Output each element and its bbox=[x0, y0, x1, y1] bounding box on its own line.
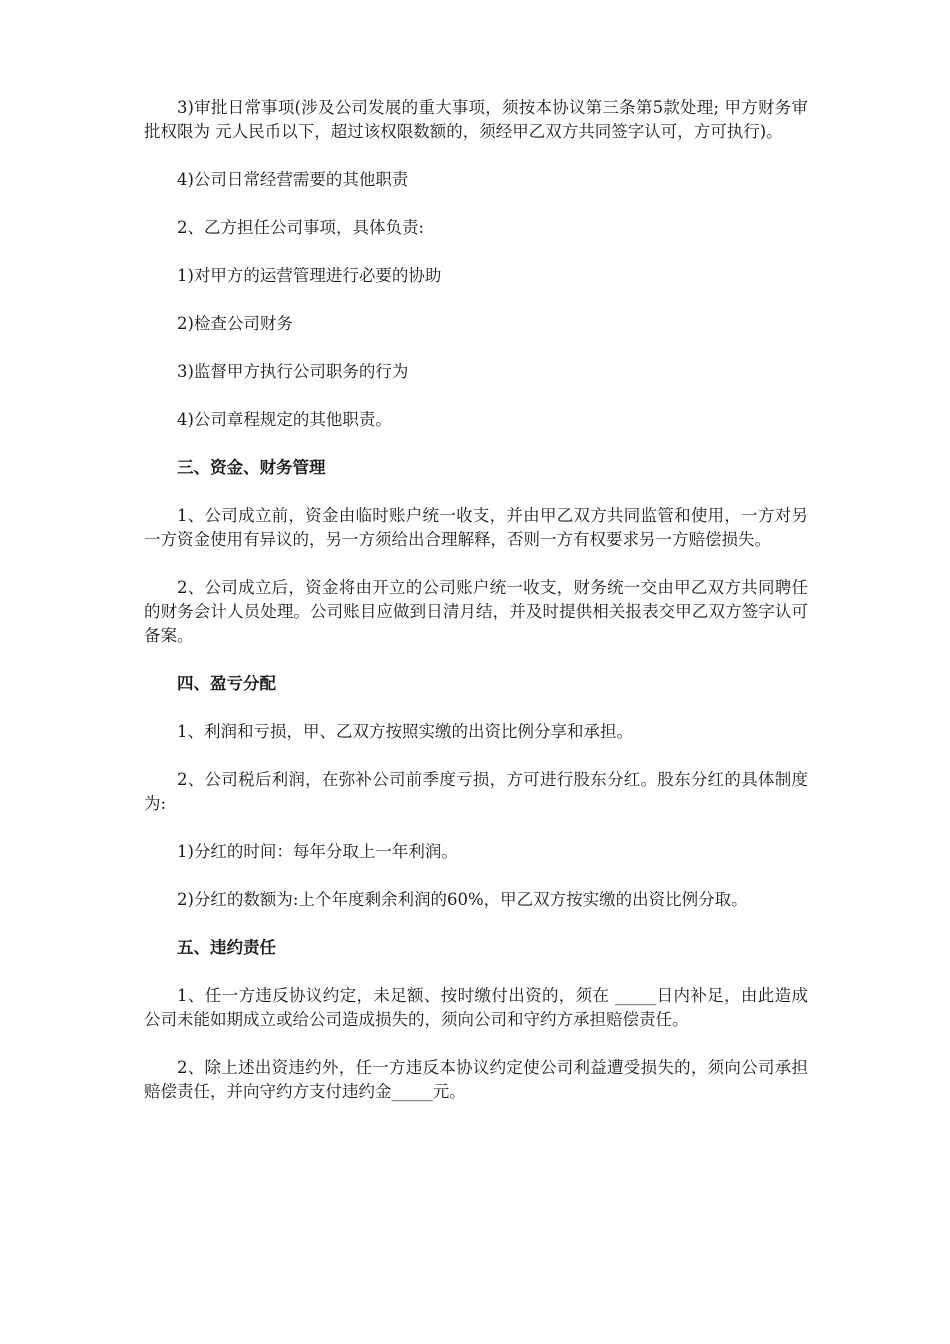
clause-paragraph: 2、乙方担任公司事项，具体负责: bbox=[177, 218, 425, 237]
clause-paragraph: 4)公司日常经营需要的其他职责 bbox=[177, 170, 409, 189]
clause-paragraph: 2、除上述出资违约外，任一方违反本协议约定使公司利益遭受损失的，须向公司承担赔偿责任，并向守约方支付违约金_____元。 bbox=[144, 1058, 808, 1101]
clause-paragraph: 1、任一方违反协议约定，未足额、按时缴付出资的，须在 _____日内补足，由此造成公司未能如期成立或给公司造成损失的，须向公司和守约方承担赔偿责任。 bbox=[144, 986, 808, 1029]
clause-paragraph: 1)对甲方的运营管理进行必要的协助 bbox=[177, 266, 442, 285]
clause-paragraph: 2、公司税后利润，在弥补公司前季度亏损，方可进行股东分红。股东分红的具体制度为: bbox=[144, 770, 808, 813]
document-page bbox=[144, 96, 808, 1128]
clause-paragraph: 1)分红的时间：每年分取上一年利润。 bbox=[177, 842, 458, 861]
clause-paragraph: 1、公司成立前，资金由临时账户统一收支，并由甲乙双方共同监管和使用，一方对另一方资金使用有异议的，另一方须给出合理解释，否则一方有权要求另一方赔偿损失。 bbox=[144, 506, 808, 549]
clause-paragraph: 2)检查公司财务 bbox=[177, 314, 293, 333]
clause-paragraph: 2、公司成立后，资金将由开立的公司账户统一收支，财务统一交由甲乙双方共同聘任的财务会计人员处理。公司账目应做到日清月结，并及时提供相关报表交甲乙双方签字认可备案。 bbox=[144, 578, 808, 645]
section-heading: 四、盈亏分配 bbox=[177, 674, 276, 693]
clause-paragraph: 4)公司章程规定的其他职责。 bbox=[177, 410, 392, 429]
clause-paragraph: 3)监督甲方执行公司职务的行为 bbox=[177, 362, 409, 381]
clause-paragraph: 2)分红的数额为:上个年度剩余利润的60%，甲乙双方按实缴的出资比例分取。 bbox=[177, 890, 748, 909]
clause-paragraph: 1、利润和亏损，甲、乙双方按照实缴的出资比例分享和承担。 bbox=[177, 722, 633, 741]
section-heading: 三、资金、财务管理 bbox=[177, 458, 326, 477]
clause-paragraph: 3)审批日常事项(涉及公司发展的重大事项，须按本协议第三条第5款处理; 甲方财务审批权限为 元人民币以下，超过该权限数额的，须经甲乙双方共同签字认可，方可执行)。 bbox=[144, 98, 808, 141]
section-heading: 五、违约责任 bbox=[177, 938, 276, 957]
